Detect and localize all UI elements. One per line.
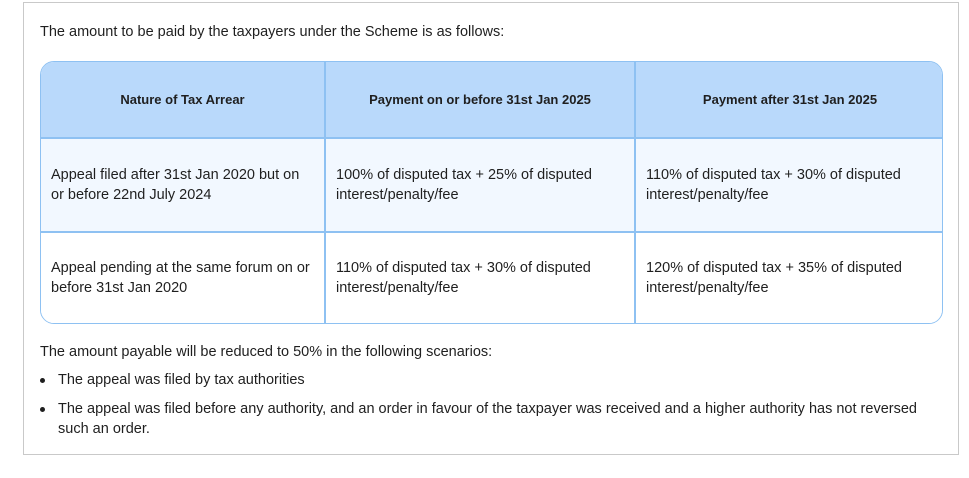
reduction-heading: The amount payable will be reduced to 50% in the following scenarios: [40, 344, 493, 360]
bullet-icon [40, 378, 45, 383]
column-header: Nature of Tax Arrear [41, 62, 325, 138]
table-cell: 110% of disputed tax + 30% of disputed interest/penalty/fee [635, 138, 943, 232]
scenario-list [40, 370, 930, 448]
table-cell: Appeal filed after 31st Jan 2020 but on or before 22nd July 2024 [41, 138, 325, 232]
table-cell: 120% of disputed tax + 35% of disputed interest/penalty/fee [635, 232, 943, 323]
bullet-icon [40, 407, 45, 412]
list-item-text: The appeal was filed before any authority, and an order in favour of the taxpayer was received and a higher authority has not reversed such an order. [58, 401, 917, 437]
column-header: Payment after 31st Jan 2025 [635, 62, 943, 138]
table-cell: 100% of disputed tax + 25% of disputed interest/penalty/fee [325, 138, 635, 232]
table-cell: Appeal pending at the same forum on or before 31st Jan 2020 [41, 232, 325, 323]
table-header-row [41, 62, 943, 138]
list-item [40, 399, 930, 439]
table-cell: 110% of disputed tax + 30% of disputed interest/penalty/fee [325, 232, 635, 323]
table-row [41, 138, 943, 232]
column-header: Payment on or before 31st Jan 2025 [325, 62, 635, 138]
intro-text: The amount to be paid by the taxpayers under the Scheme is as follows: [40, 24, 505, 40]
tax-arrear-table [40, 61, 943, 324]
list-item-text: The appeal was filed by tax authorities [58, 372, 305, 388]
list-item [40, 370, 930, 390]
table-row [41, 232, 943, 323]
